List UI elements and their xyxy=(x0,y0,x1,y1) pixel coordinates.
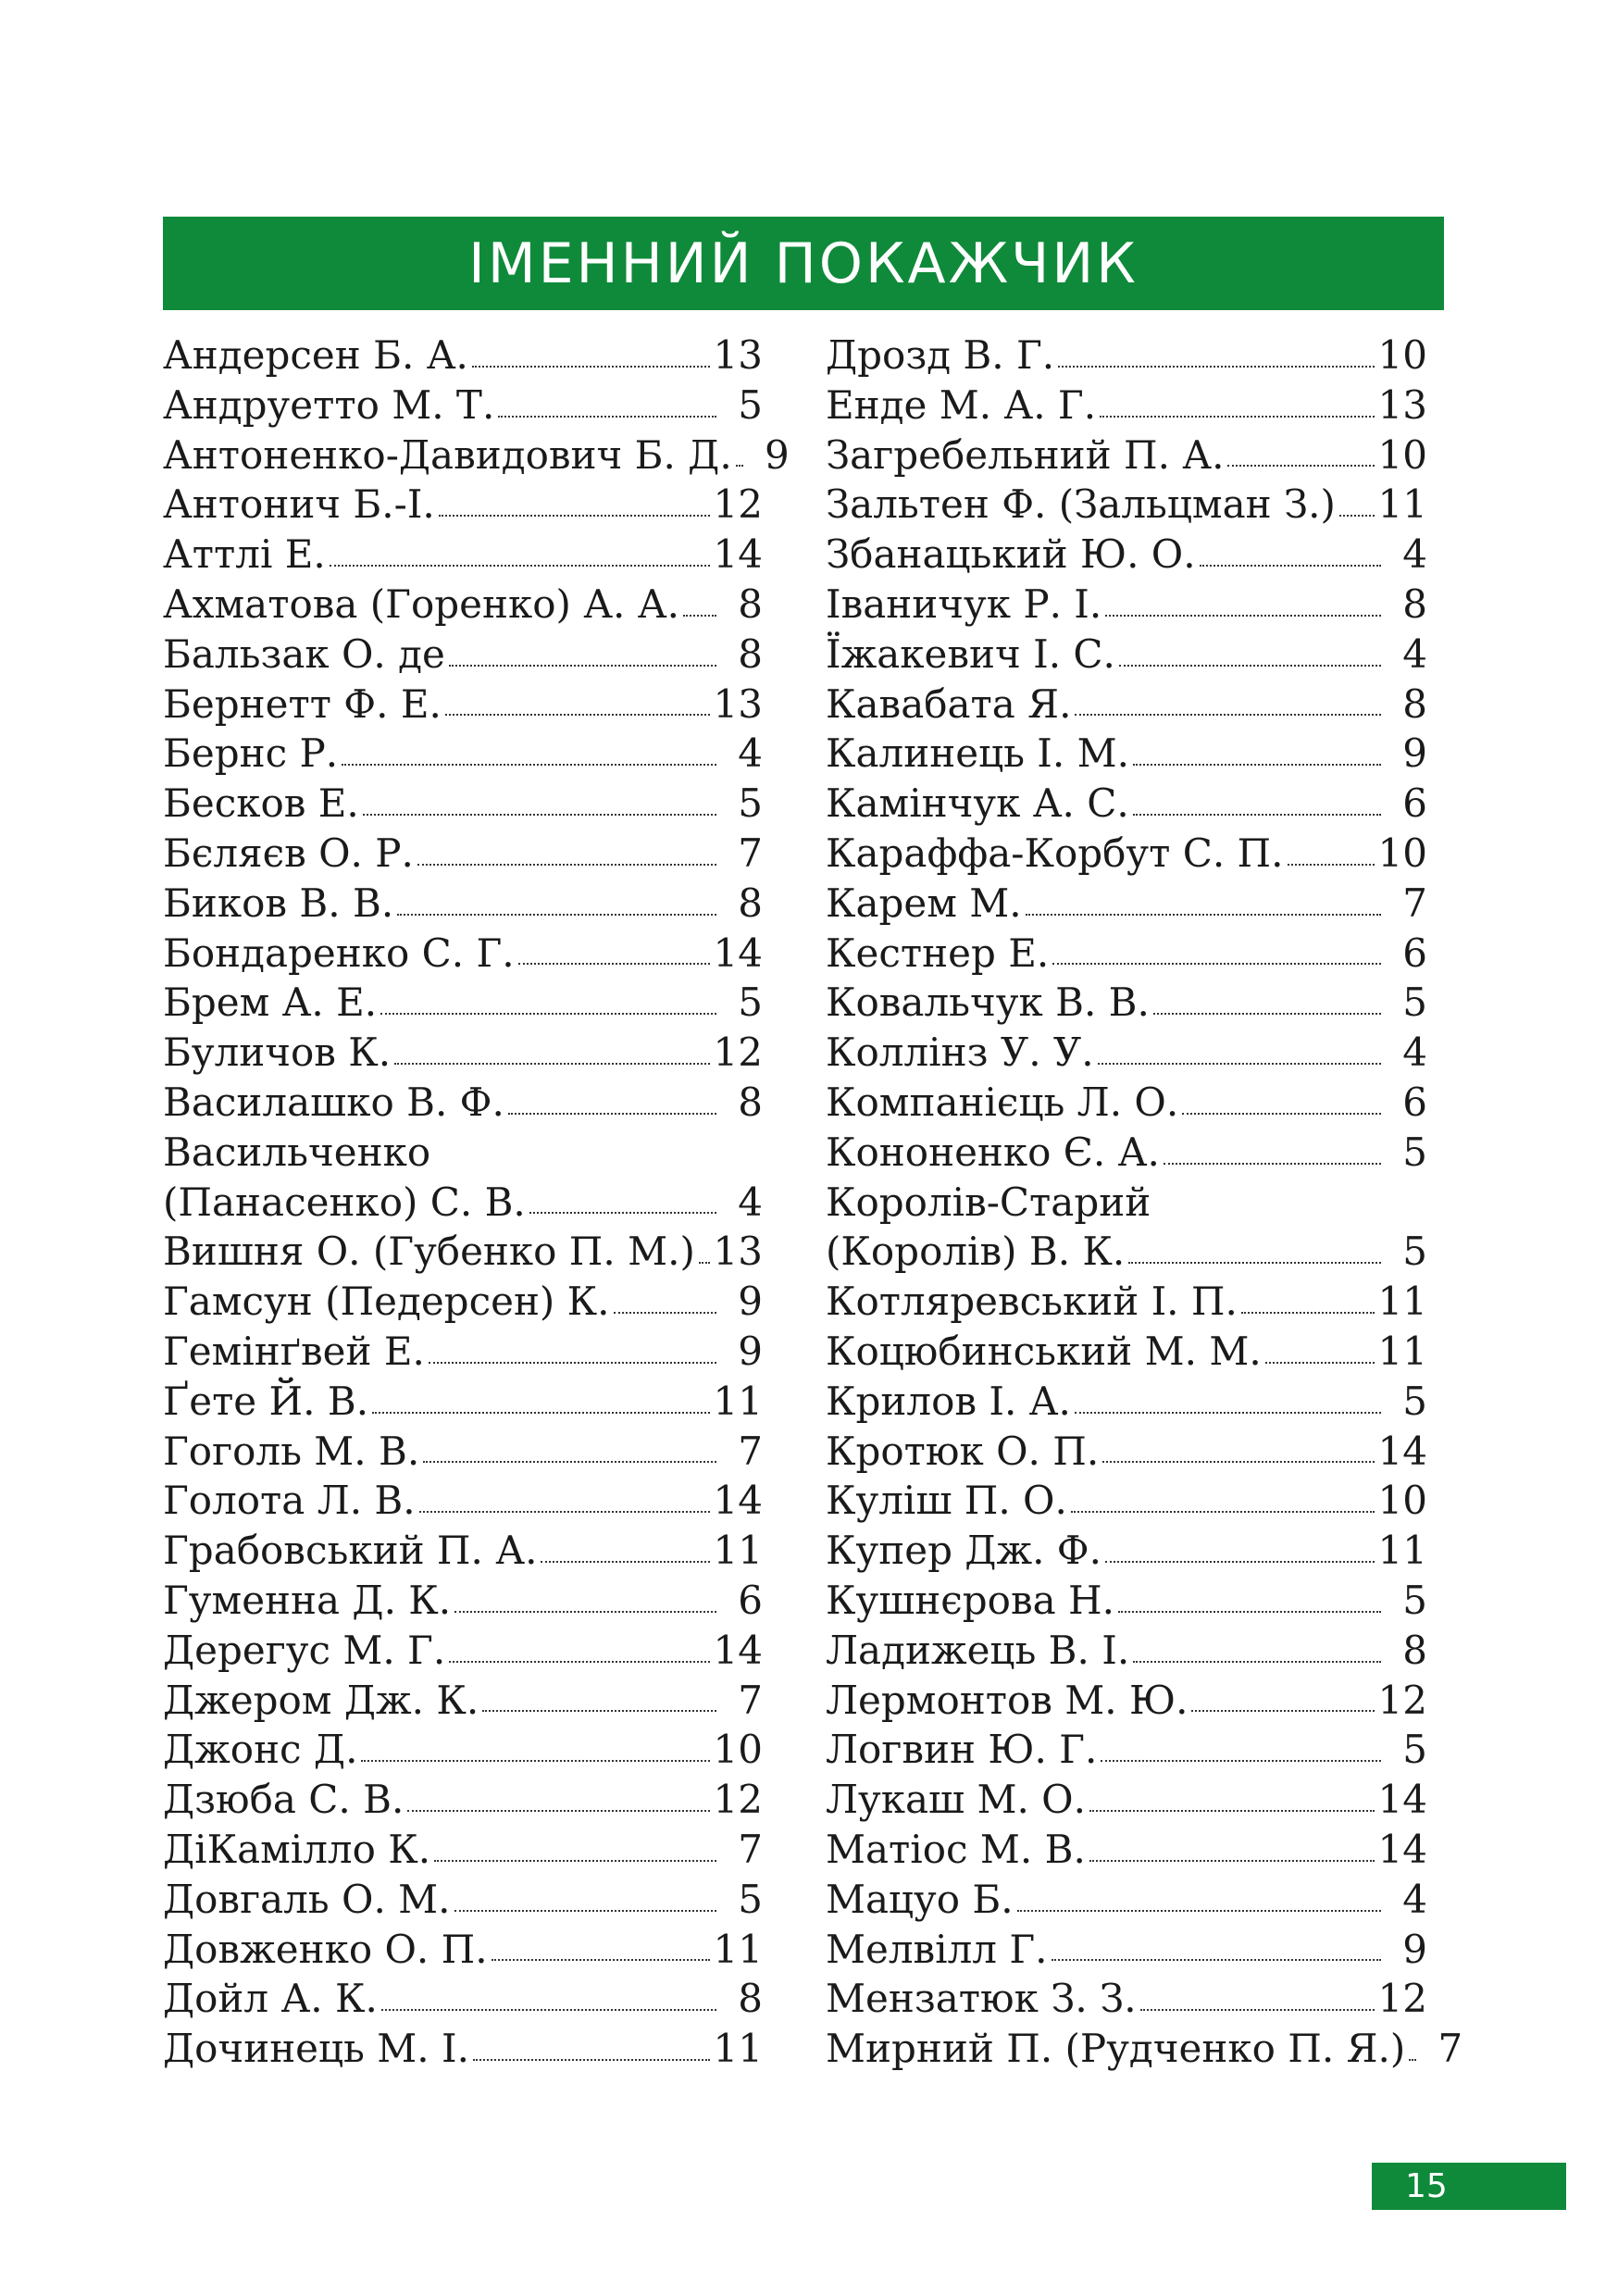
entry-name: Андруетто М. Т. xyxy=(163,381,495,428)
dot-leader xyxy=(1089,1860,1375,1862)
index-entry xyxy=(163,1676,763,1726)
entry-name: Биков В. В. xyxy=(163,880,394,926)
dot-leader xyxy=(1133,1661,1381,1663)
entry-name: Мацуо Б. xyxy=(826,1876,1014,1922)
entry-page: 11 xyxy=(713,1926,763,1972)
index-entry xyxy=(826,1925,1427,1975)
dot-leader xyxy=(472,366,710,368)
entry-name: Брем А. Е. xyxy=(163,980,378,1026)
entry-name: Королів-Старий xyxy=(826,1179,1151,1225)
entry-page: 4 xyxy=(1402,1029,1427,1076)
dot-leader xyxy=(1409,2059,1416,2061)
entry-page: 5 xyxy=(1402,1129,1427,1175)
entry-page: 5 xyxy=(738,780,763,827)
index-entry xyxy=(826,1576,1427,1626)
entry-page: 11 xyxy=(713,2026,763,2072)
entry-page: 10 xyxy=(1377,332,1427,378)
dot-leader xyxy=(1288,864,1375,866)
entry-page: 9 xyxy=(1402,730,1427,777)
entry-name: Дойл А. К. xyxy=(163,1976,378,2022)
index-entry xyxy=(826,879,1427,929)
entry-page: 14 xyxy=(713,930,763,976)
index-entry xyxy=(826,430,1427,480)
page-title: ІМЕННИЙ ПОКАЖЧИК xyxy=(468,231,1139,296)
dot-leader xyxy=(1191,1710,1374,1712)
entry-page: 5 xyxy=(738,381,763,428)
index-entry xyxy=(163,381,763,430)
dot-leader xyxy=(1071,1511,1375,1513)
entry-page: 7 xyxy=(738,1826,763,1872)
dot-leader xyxy=(434,1860,716,1862)
dot-leader xyxy=(482,1710,716,1712)
index-entry xyxy=(163,1327,763,1377)
entry-page: 11 xyxy=(713,1528,763,1574)
dot-leader xyxy=(1227,465,1374,467)
entry-page: 9 xyxy=(738,1279,763,1325)
entry-name: (Королів) В. К. xyxy=(826,1229,1126,1275)
entry-name: Дочинець М. І. xyxy=(163,2026,469,2072)
entry-name: Дрозд В. Г. xyxy=(826,332,1055,378)
dot-leader xyxy=(407,1810,709,1812)
entry-name: Андерсен Б. А. xyxy=(163,332,468,378)
entry-page: 13 xyxy=(1377,381,1427,428)
entry-page: 9 xyxy=(1402,1926,1427,1972)
index-entry xyxy=(826,779,1427,829)
entry-name: Ковальчук В. В. xyxy=(826,980,1150,1026)
dot-leader xyxy=(1105,1561,1375,1563)
dot-leader xyxy=(1133,764,1381,766)
entry-page: 9 xyxy=(738,1328,763,1374)
entry-page: 11 xyxy=(1377,1279,1427,1325)
dot-leader xyxy=(429,1362,716,1364)
entry-name: Коллінз У. У. xyxy=(826,1029,1094,1076)
dot-leader xyxy=(1241,1312,1375,1314)
entry-page: 12 xyxy=(1377,1677,1427,1723)
entry-name: Джонс Д. xyxy=(163,1727,358,1773)
entry-name: ДіКамілло К. xyxy=(163,1826,431,1872)
dot-leader xyxy=(1118,1611,1381,1613)
index-entry xyxy=(163,580,763,630)
entry-name: Кавабата Я. xyxy=(826,680,1072,727)
entry-page: 14 xyxy=(1377,1777,1427,1823)
index-entry xyxy=(163,779,763,829)
index-title-bar xyxy=(163,217,1444,310)
entry-name: Коцюбинський М. М. xyxy=(826,1328,1262,1374)
dot-leader xyxy=(342,764,716,766)
entry-name: Ладижець В. І. xyxy=(826,1627,1130,1673)
entry-name: Іваничук Р. І. xyxy=(826,580,1102,627)
entry-name: Лермонтов М. Ю. xyxy=(826,1677,1189,1723)
entry-page: 12 xyxy=(713,1029,763,1076)
entry-page: 14 xyxy=(1377,1428,1427,1474)
dot-leader xyxy=(439,515,710,517)
index-column-right xyxy=(826,331,1463,2074)
dot-leader xyxy=(397,914,716,916)
index-entry xyxy=(163,1476,763,1526)
dot-leader xyxy=(1339,515,1375,517)
entry-page: 5 xyxy=(1402,980,1427,1026)
entry-name: Бернс Р. xyxy=(163,730,339,777)
index-entry xyxy=(826,1327,1427,1377)
index-entry xyxy=(163,1775,763,1825)
entry-name: Кротюк О. П. xyxy=(826,1428,1100,1474)
index-entry xyxy=(163,630,763,680)
entry-page: 8 xyxy=(1402,680,1427,727)
dot-leader xyxy=(330,565,710,567)
index-entry xyxy=(163,1128,763,1178)
entry-page: 5 xyxy=(1402,1577,1427,1623)
index-entry xyxy=(163,2024,763,2074)
entry-page: 14 xyxy=(713,531,763,578)
entry-name: Мелвілл Г. xyxy=(826,1926,1048,1972)
entry-page: 5 xyxy=(1402,1229,1427,1275)
entry-page: 10 xyxy=(1377,431,1427,478)
entry-name: Дзюба С. В. xyxy=(163,1777,404,1823)
entry-name: Бесков Е. xyxy=(163,780,359,827)
entry-name: Матіос М. В. xyxy=(826,1826,1086,1872)
entry-name: Зальтен Ф. (Зальцман З.) xyxy=(826,481,1336,528)
entry-page: 6 xyxy=(1402,780,1427,827)
dot-leader xyxy=(736,465,743,467)
index-entry xyxy=(826,331,1427,381)
index-entry xyxy=(826,929,1427,979)
index-entry xyxy=(826,1825,1427,1875)
index-entry xyxy=(163,680,763,730)
index-entry xyxy=(163,1227,763,1277)
dot-leader xyxy=(1140,2009,1375,2011)
entry-page: 12 xyxy=(1377,1976,1427,2022)
entry-name: Василашко В. Ф. xyxy=(163,1079,504,1125)
index-entry xyxy=(826,1377,1427,1427)
dot-leader xyxy=(1153,1013,1381,1015)
dot-leader xyxy=(541,1561,709,1563)
index-entry xyxy=(163,1925,763,1975)
dot-leader xyxy=(380,1013,716,1015)
entry-name: Ґете Й. В. xyxy=(163,1378,369,1424)
dot-leader xyxy=(614,1312,716,1314)
dot-leader xyxy=(1052,963,1381,965)
dot-leader xyxy=(1164,1163,1381,1165)
entry-name: Їжакевич І. С. xyxy=(826,630,1115,677)
entry-name: Довгаль О. М. xyxy=(163,1876,451,1922)
dot-leader xyxy=(361,1760,709,1762)
entry-page: 7 xyxy=(738,830,763,876)
entry-page: 6 xyxy=(1402,930,1427,976)
dot-leader xyxy=(508,1113,716,1115)
dot-leader xyxy=(699,1262,710,1264)
dot-leader xyxy=(1200,565,1381,567)
entry-page: 8 xyxy=(738,1079,763,1125)
index-entry xyxy=(163,480,763,530)
index-entry xyxy=(163,1028,763,1078)
index-entry xyxy=(826,680,1427,730)
index-entry xyxy=(163,1626,763,1676)
entry-page: 5 xyxy=(738,1876,763,1922)
dot-leader xyxy=(518,963,710,965)
entry-page: 4 xyxy=(1402,630,1427,677)
dot-leader xyxy=(498,416,716,418)
dot-leader xyxy=(473,2059,710,2061)
entry-name: Довженко О. П. xyxy=(163,1926,488,1972)
entry-name: Ахматова (Горенко) А. А. xyxy=(163,580,679,627)
entry-name: Грабовський П. А. xyxy=(163,1528,538,1574)
index-entry xyxy=(163,1725,763,1775)
entry-name: Карем М. xyxy=(826,880,1022,926)
index-entry xyxy=(826,381,1427,430)
page-number: 15 xyxy=(1405,2167,1448,2205)
dot-leader xyxy=(417,864,716,866)
index-entry xyxy=(163,1427,763,1477)
index-entry xyxy=(826,829,1427,879)
entry-name: Кононенко Є. А. xyxy=(826,1129,1160,1175)
entry-page: 4 xyxy=(738,730,763,777)
entry-page: 11 xyxy=(1377,1328,1427,1374)
index-entry xyxy=(163,430,790,480)
index-entry xyxy=(826,1676,1427,1726)
index-entry xyxy=(826,1725,1427,1775)
entry-page: 14 xyxy=(713,1478,763,1524)
index-entry xyxy=(826,1526,1427,1576)
dot-leader xyxy=(1089,1810,1375,1812)
dot-leader xyxy=(394,1063,709,1065)
entry-name: Гемінґвей Е. xyxy=(163,1328,425,1374)
dot-leader xyxy=(1017,1910,1381,1912)
entry-page: 5 xyxy=(1402,1727,1427,1773)
dot-leader xyxy=(529,1212,716,1214)
entry-name: Бондаренко С. Г. xyxy=(163,930,515,976)
entry-name: Голота Л. В. xyxy=(163,1478,416,1524)
entry-name: Мирний П. (Рудченко П. Я.) xyxy=(826,2026,1406,2072)
entry-page: 8 xyxy=(1402,1627,1427,1673)
index-entry xyxy=(826,1626,1427,1676)
entry-name: Гоголь М. В. xyxy=(163,1428,420,1474)
entry-page: 14 xyxy=(1377,1826,1427,1872)
entry-page: 11 xyxy=(1377,1528,1427,1574)
entry-page: 8 xyxy=(738,580,763,627)
dot-leader xyxy=(363,814,716,816)
index-column-left xyxy=(163,331,790,2074)
index-entry xyxy=(826,1476,1427,1526)
dot-leader xyxy=(449,1661,709,1663)
entry-name: Аттлі Е. xyxy=(163,531,326,578)
index-entry xyxy=(163,1825,763,1875)
index-entry xyxy=(826,729,1427,779)
entry-name: Збанацький Ю. О. xyxy=(826,531,1196,578)
index-entry xyxy=(163,829,763,879)
entry-name: Бернетт Ф. Е. xyxy=(163,680,442,727)
index-entry xyxy=(163,729,763,779)
dot-leader xyxy=(1119,665,1381,667)
index-entry xyxy=(826,530,1427,580)
index-entry xyxy=(163,1178,763,1228)
index-entry xyxy=(163,1526,763,1576)
entry-name: Крилов І. А. xyxy=(826,1378,1071,1424)
entry-name: Калинець І. М. xyxy=(826,730,1129,777)
entry-name: Купер Дж. Ф. xyxy=(826,1528,1101,1574)
index-entry xyxy=(826,630,1427,680)
index-entry xyxy=(826,1178,1427,1228)
entry-name: Караффа-Корбут С. П. xyxy=(826,830,1284,876)
index-entry xyxy=(163,1576,763,1626)
entry-name: Кушнєрова Н. xyxy=(826,1577,1114,1623)
index-entry xyxy=(163,530,763,580)
index-entry xyxy=(826,1078,1427,1128)
entry-name: Буличов К. xyxy=(163,1029,392,1076)
index-entry xyxy=(826,1974,1427,2024)
entry-page: 6 xyxy=(738,1577,763,1623)
index-entry xyxy=(826,1277,1427,1327)
dot-leader xyxy=(1105,615,1381,617)
entry-page: 13 xyxy=(713,332,763,378)
entry-name: Гуменна Д. К. xyxy=(163,1577,452,1623)
entry-page: 7 xyxy=(1402,880,1427,926)
dot-leader xyxy=(1265,1362,1375,1364)
entry-name: Дерегус М. Г. xyxy=(163,1627,446,1673)
entry-name: Мензатюк З. З. xyxy=(826,1976,1137,2022)
index-entry xyxy=(826,2024,1463,2074)
entry-page: 6 xyxy=(1402,1079,1427,1125)
index-entry xyxy=(163,1277,763,1327)
entry-page: 7 xyxy=(738,1428,763,1474)
index-entry xyxy=(826,978,1427,1028)
entry-page: 8 xyxy=(738,630,763,677)
index-entry xyxy=(163,331,763,381)
entry-page: 11 xyxy=(1377,481,1427,528)
entry-name: Куліш П. О. xyxy=(826,1478,1067,1524)
entry-name: Котляревський І. П. xyxy=(826,1279,1238,1325)
dot-leader xyxy=(1182,1113,1381,1115)
dot-leader xyxy=(1026,914,1381,916)
entry-name: Енде М. А. Г. xyxy=(826,381,1097,428)
entry-page: 11 xyxy=(713,1378,763,1424)
index-entry xyxy=(826,1775,1427,1825)
entry-name: Кестнер Е. xyxy=(826,930,1050,976)
dot-leader xyxy=(1102,1461,1374,1463)
entry-page: 12 xyxy=(713,481,763,528)
index-entry xyxy=(826,1427,1427,1477)
index-entry xyxy=(163,879,763,929)
dot-leader xyxy=(1133,814,1381,816)
page-number-badge xyxy=(1372,2163,1566,2210)
dot-leader xyxy=(372,1412,709,1414)
index-entry xyxy=(826,1028,1427,1078)
index-entry xyxy=(826,580,1427,630)
dot-leader xyxy=(1100,416,1374,418)
dot-leader xyxy=(419,1511,710,1513)
dot-leader xyxy=(683,615,716,617)
entry-page: 8 xyxy=(1402,580,1427,627)
entry-page: 4 xyxy=(1402,1876,1427,1922)
index-entry xyxy=(826,480,1427,530)
dot-leader xyxy=(454,1910,716,1912)
dot-leader xyxy=(1075,714,1381,716)
entry-name: Вишня О. (Губенко П. М.) xyxy=(163,1229,695,1275)
index-entry xyxy=(826,1875,1427,1925)
index-entry xyxy=(826,1227,1427,1277)
entry-page: 14 xyxy=(713,1627,763,1673)
entry-name: Бєляєв О. Р. xyxy=(163,830,414,876)
index-entry xyxy=(163,1377,763,1427)
index-entry xyxy=(163,929,763,979)
dot-leader xyxy=(454,1611,716,1613)
entry-page: 4 xyxy=(1402,531,1427,578)
dot-leader xyxy=(1101,1760,1381,1762)
entry-page: 5 xyxy=(1402,1378,1427,1424)
entry-name: Джером Дж. К. xyxy=(163,1677,479,1723)
dot-leader xyxy=(492,1959,710,1961)
entry-name: Компанієць Л. О. xyxy=(826,1079,1179,1125)
dot-leader xyxy=(1075,1412,1381,1414)
index-entry xyxy=(826,1128,1427,1178)
dot-leader xyxy=(1052,1959,1382,1961)
entry-name: Камінчук А. С. xyxy=(826,780,1129,827)
index-entry xyxy=(163,1974,763,2024)
entry-name: Логвин Ю. Г. xyxy=(826,1727,1098,1773)
entry-page: 13 xyxy=(713,680,763,727)
dot-leader xyxy=(1098,1063,1381,1065)
dot-leader xyxy=(381,2009,716,2011)
entry-name: Антонич Б.-І. xyxy=(163,481,435,528)
entry-page: 10 xyxy=(1377,830,1427,876)
entry-name: Гамсун (Педерсен) К. xyxy=(163,1279,610,1325)
entry-name: Лукаш М. О. xyxy=(826,1777,1086,1823)
entry-page: 13 xyxy=(713,1229,763,1275)
entry-name: Загребельний П. А. xyxy=(826,431,1225,478)
entry-page: 7 xyxy=(738,1677,763,1723)
entry-name: Бальзак О. де xyxy=(163,630,445,677)
entry-page: 10 xyxy=(713,1727,763,1773)
index-entry xyxy=(163,978,763,1028)
index-entry xyxy=(163,1875,763,1925)
entry-page: 8 xyxy=(738,880,763,926)
entry-name: Антоненко-Давидович Б. Д. xyxy=(163,431,732,478)
dot-leader xyxy=(1058,366,1374,368)
entry-page: 10 xyxy=(1377,1478,1427,1524)
dot-leader xyxy=(445,714,710,716)
dot-leader xyxy=(449,665,716,667)
entry-page: 12 xyxy=(713,1777,763,1823)
entry-page: 4 xyxy=(738,1179,763,1225)
entry-page: 5 xyxy=(738,980,763,1026)
entry-name: (Панасенко) С. В. xyxy=(163,1179,526,1225)
entry-page: 8 xyxy=(738,1976,763,2022)
entry-name: Васильченко xyxy=(163,1129,431,1175)
dot-leader xyxy=(423,1461,716,1463)
dot-leader xyxy=(1128,1262,1381,1264)
entry-page: 7 xyxy=(1438,2026,1463,2072)
index-entry xyxy=(163,1078,763,1128)
entry-page: 9 xyxy=(764,431,790,478)
